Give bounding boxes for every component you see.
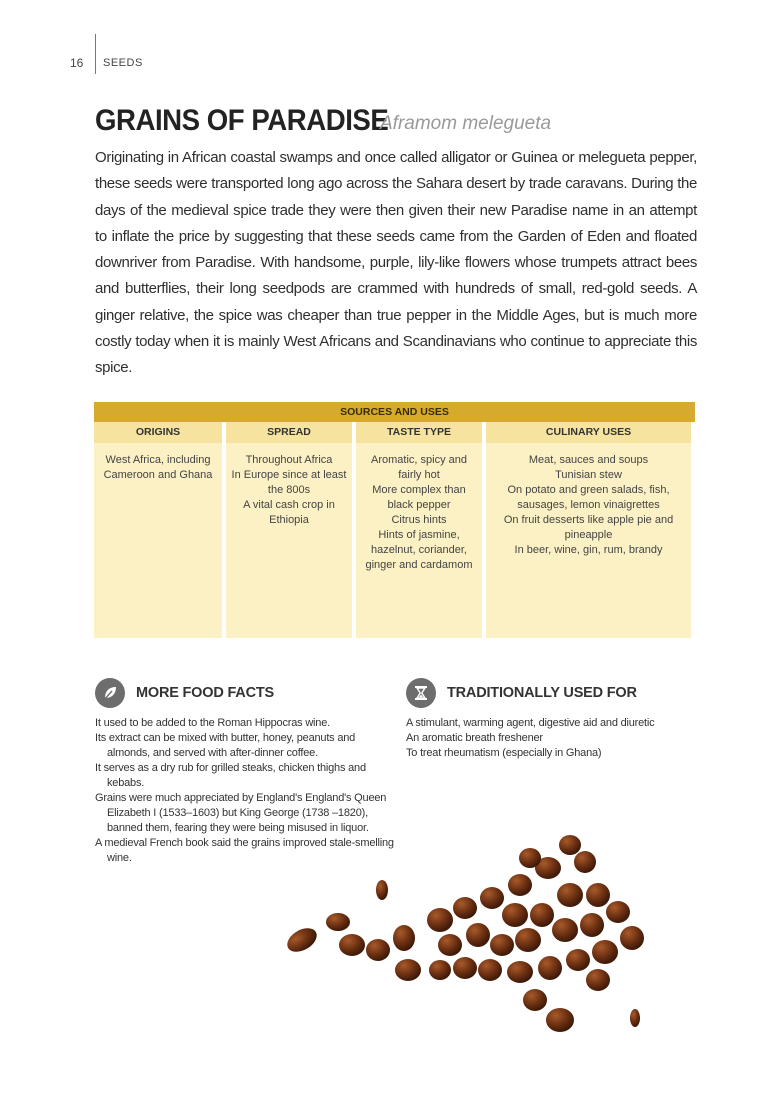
- column-header: SPREAD: [226, 422, 352, 443]
- hourglass-icon: [406, 678, 436, 708]
- seeds-photo: [280, 820, 680, 1050]
- column-spread: [226, 422, 352, 638]
- latin-name: Aframom melegueta: [380, 113, 552, 134]
- leaf-icon: [95, 678, 125, 708]
- table-heading: SOURCES AND USES: [94, 402, 695, 422]
- table-cell: More complex than black pepper: [372, 484, 466, 511]
- more-food-facts-title: MORE FOOD FACTS: [136, 685, 274, 701]
- table-cell: Aromatic, spicy and fairly hot: [371, 454, 467, 481]
- list-item: It serves as a dry rub for grilled steaks, chicken thighs and kebabs.: [95, 762, 366, 789]
- list-item: It used to be added to the Roman Hippocras wine.: [95, 717, 330, 729]
- list-item: Its extract can be mixed with butter, honey, peanuts and almonds, and served with after-dinner coffee.: [95, 732, 356, 759]
- list-item: Grains were much appreciated by England's England's Queen Elizabeth I (1533–1603) but King George (1738 –1820), banned them, fearing they were being misused in liquor.: [95, 792, 387, 834]
- table-cell: Tunisian stew: [555, 469, 622, 481]
- list-item: A medieval French book said the grains improved stale-smelling wine.: [95, 837, 394, 864]
- table-cell: West Africa, including Cameroon and Ghana: [103, 454, 213, 481]
- column-header: CULINARY USES: [486, 422, 691, 443]
- traditionally-used-for-title: TRADITIONALLY USED FOR: [447, 685, 637, 701]
- column-origins: [94, 422, 222, 638]
- table-cell: Throughout Africa: [245, 454, 333, 466]
- page-title: GRAINS OF PARADISE: [95, 104, 389, 137]
- column-taste-type: [356, 422, 482, 638]
- list-item: To treat rheumatism (especially in Ghana): [406, 747, 602, 759]
- column-header: ORIGINS: [94, 422, 222, 443]
- table-cell: On potato and green salads, fish, sausages, lemon vinaigrettes: [507, 484, 670, 511]
- table-cell: In beer, wine, gin, rum, brandy: [514, 544, 663, 556]
- table-cell: In Europe since at least the 800s: [231, 469, 347, 496]
- intro-paragraph: Originating in African coastal swamps and once called alligator or Guinea or melegueta pepper, these seeds were transported long ago across the Sahara desert by trade caravans. During the days of the medieval spice trade they were then given their new Paradise name in an attempt to inflate the price by suggesting that these seeds came from the Garden of Eden and floated downriver from Paradise. With handsome, purple, lily-like flowers whose trumpets attract bees and butterflies, their long seedpods are crammed with hundreds of small, red-gold seeds. A ginger relative, the spice was cheaper than true pepper in the Middle Ages, but is much more costly today when it is mainly West Africans and Scandinavians who continue to appreciate this spice.: [95, 149, 697, 377]
- table-cell: On fruit desserts like apple pie and pineapple: [503, 514, 674, 541]
- sources-and-uses-table: [94, 402, 695, 638]
- column-header: TASTE TYPE: [356, 422, 482, 443]
- section-label: SEEDS: [103, 57, 143, 69]
- table-cell: Meat, sauces and soups: [528, 454, 649, 466]
- list-item: An aromatic breath freshener: [406, 732, 543, 744]
- title-block: [95, 104, 414, 138]
- column-culinary-uses: [486, 422, 691, 638]
- header-divider: [95, 34, 96, 74]
- list-item: A stimulant, warming agent, digestive aid and diuretic: [406, 717, 655, 729]
- table-cell: A vital cash crop in Ethiopia: [243, 499, 335, 526]
- page-number: 16: [70, 56, 84, 70]
- traditionally-used-for-list: [406, 716, 706, 761]
- table-cell: Hints of jasmine, hazelnut, coriander, ginger and cardamom: [365, 529, 473, 571]
- table-cell: Citrus hints: [391, 514, 447, 526]
